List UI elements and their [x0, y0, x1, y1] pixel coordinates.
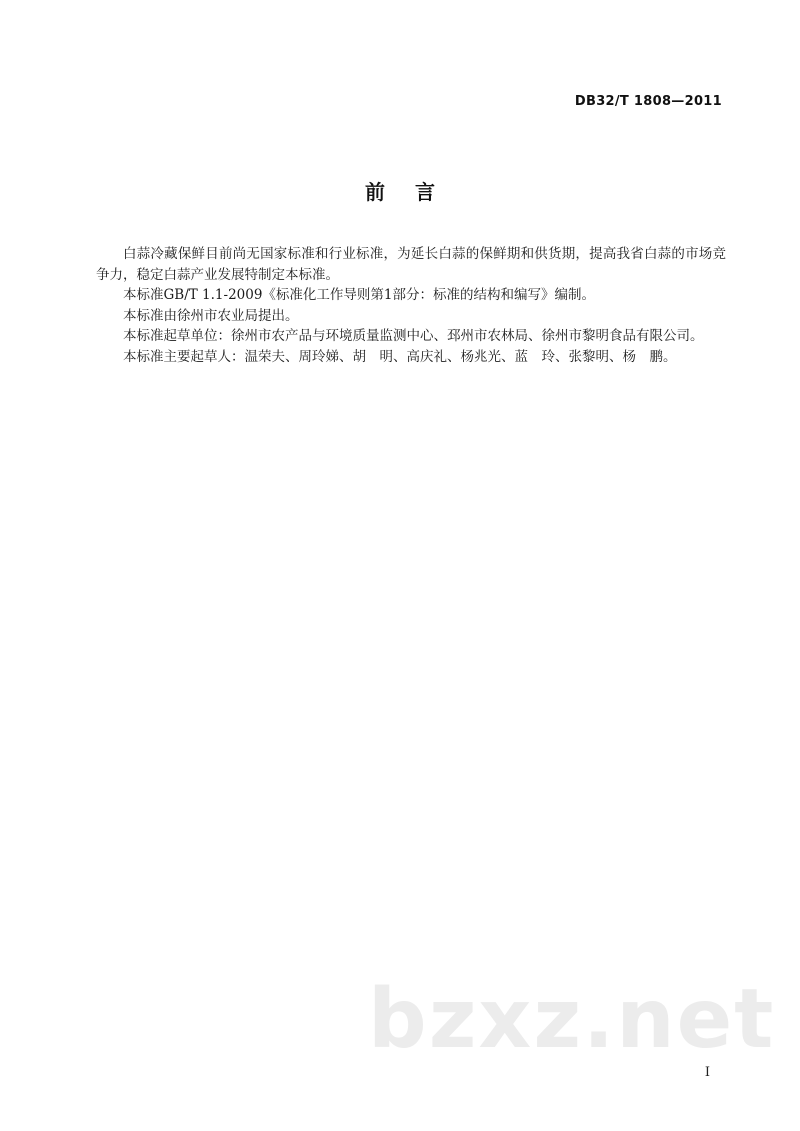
- paragraph-purpose: 白蒜冷藏保鲜目前尚无国家标准和行业标准，为延长白蒜的保鲜期和供货期，提高我省白蒜的市场竞争力，稳定白蒜产业发展特制定本标准。: [96, 246, 726, 283]
- page-title: 前言: [365, 180, 465, 204]
- foreword-body: [96, 244, 726, 367]
- paragraph-drafting-units: 本标准起草单位：徐州市农产品与环境质量监测中心、邳州市农林局、徐州市黎明食品有限公司。: [123, 328, 704, 344]
- paragraph-drafting-rules: 本标准GB/T 1.1-2009《标准化工作导则第1部分：标准的结构和编写》编制。: [123, 287, 596, 303]
- paragraph-drafters: 本标准主要起草人：温荣夫、周玲娣、胡 明、高庆礼、杨兆光、蓝 玲、张黎明、杨 鹏。: [123, 348, 677, 365]
- standard-number: DB32/T 1808—2011: [574, 94, 722, 109]
- page-number: I: [704, 1065, 710, 1080]
- paragraph-proposer: 本标准由徐州市农业局提出。: [123, 307, 299, 324]
- watermark: bzxz.net: [368, 972, 776, 1067]
